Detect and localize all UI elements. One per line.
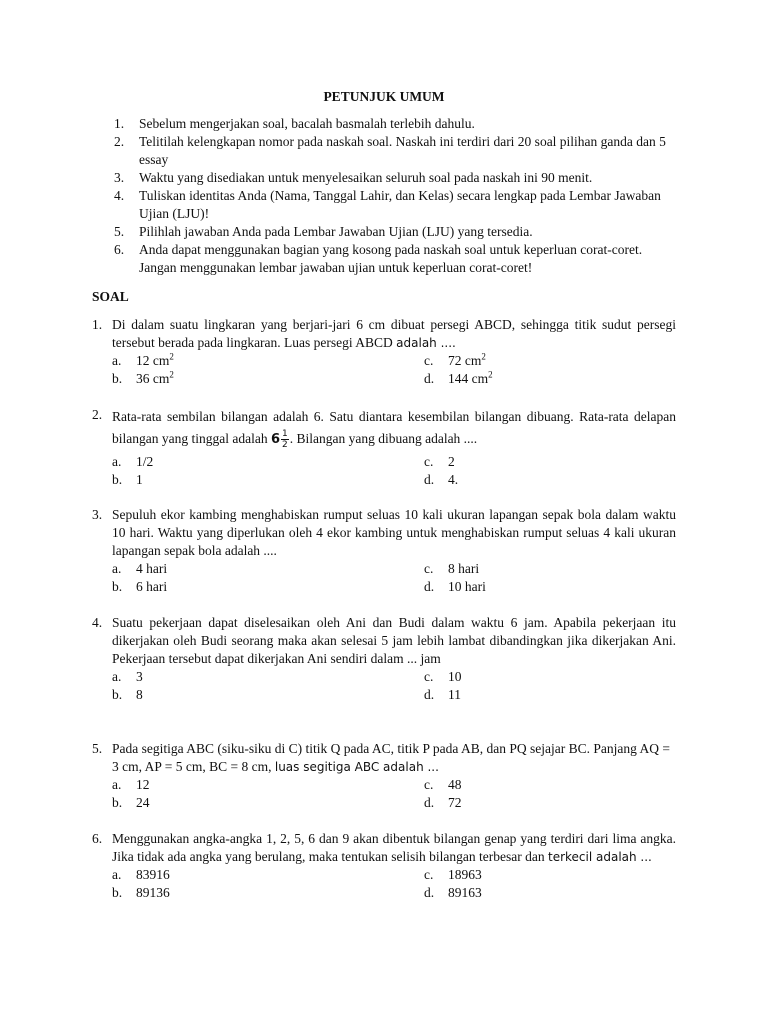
- instruction-item: [114, 241, 676, 277]
- instruction-text: Anda dapat menggunakan bagian yang kosong pada naskah soal untuk keperluan corat-coret. Jangan menggunakan lembar jawaban ujian untuk keperluan corat-coret!: [139, 242, 643, 275]
- question-stem: [92, 316, 676, 352]
- question-5: [92, 740, 676, 812]
- question-2: [92, 406, 676, 489]
- question-text: Pada segitiga ABC (siku-siku di C) titik Q pada AC, titik P pada AB, dan PQ sejajar BC. Panjang AQ = 3 cm, AP = 5 cm, BC = 8 cm, luas segitiga ABC adalah ...: [112, 741, 670, 774]
- options-grid: [112, 668, 676, 704]
- question-6: [92, 830, 676, 902]
- option-c[interactable]: c. 48: [424, 777, 462, 792]
- instruction-item: [114, 223, 676, 241]
- question-3: [92, 506, 676, 596]
- option-d[interactable]: d. 72: [424, 795, 462, 810]
- options-grid: [112, 866, 676, 902]
- instruction-text: Tuliskan identitas Anda (Nama, Tanggal Lahir, dan Kelas) secara lengkap pada Lembar Jawaban Ujian (LJU)!: [139, 188, 661, 221]
- question-text-tail: terkecil adalah ...: [547, 850, 652, 864]
- instruction-text: Pilihlah jawaban Anda pada Lembar Jawaban Ujian (LJU) yang tersedia.: [139, 224, 533, 239]
- question-text: Di dalam suatu lingkaran yang berjari-jari 6 cm dibuat persegi ABCD, sehingga titik sudut persegi tersebut berada pada lingkaran. Luas persegi ABCD adalah ....: [112, 317, 676, 350]
- instruction-item: [114, 133, 676, 169]
- option-b[interactable]: b. 1: [112, 472, 143, 487]
- question-number: 6.: [92, 831, 103, 846]
- instruction-number: 2.: [114, 134, 125, 149]
- question-text: Rata-rata sembilan bilangan adalah 6. Satu diantara kesembilan bilangan dibuang. Rata-rata delapan bilangan yang tinggal adalah 6 $\frac{1}{2}$ . Bilangan yang dibuang adalah ....: [112, 409, 676, 451]
- instruction-text: Waktu yang disediakan untuk menyelesaikan seluruh soal pada naskah ini 90 menit.: [139, 170, 593, 185]
- question-text-tail: luas segitiga ABC adalah ...: [274, 760, 439, 774]
- option-c[interactable]: c. 18963: [424, 867, 482, 882]
- option-d[interactable]: d. 4.: [424, 472, 459, 487]
- option-b[interactable]: b. 36 $cm^2$: [112, 369, 174, 386]
- option-c[interactable]: c. 2: [424, 454, 455, 469]
- instruction-item: [114, 169, 676, 187]
- question-stem: [92, 740, 676, 776]
- instruction-item: [114, 115, 676, 133]
- question-stem: [92, 830, 676, 866]
- question-1: [92, 316, 676, 388]
- option-a[interactable]: a. 12: [112, 777, 150, 792]
- instruction-text: Telitilah kelengkapan nomor pada naskah soal. Naskah ini terdiri dari 20 soal pilihan ganda dan 5 essay: [139, 134, 666, 167]
- question-number: 1.: [92, 317, 103, 332]
- options-grid: [112, 453, 676, 489]
- instruction-number: 5.: [114, 224, 125, 239]
- option-c[interactable]: c. 10: [424, 669, 462, 684]
- question-number: 4.: [92, 615, 103, 630]
- option-a[interactable]: a. 1/2: [112, 454, 154, 469]
- option-b[interactable]: b. 8: [112, 687, 143, 702]
- question-text: Menggunakan angka-angka 1, 2, 5, 6 dan 9 akan dibentuk bilangan genap yang terdiri dari lima angka. Jika tidak ada angka yang berulang, maka tentukan selisih bilangan terbesar dan terkecil adalah ...: [112, 831, 676, 864]
- option-b[interactable]: b. 89136: [112, 885, 170, 900]
- option-d[interactable]: d. 144 $cm^2$: [424, 369, 493, 386]
- option-a[interactable]: a. 12 $cm^2$: [112, 351, 174, 368]
- instruction-number: 3.: [114, 170, 125, 185]
- option-c[interactable]: c. 8 hari: [424, 561, 480, 576]
- option-d[interactable]: d. 89163: [424, 885, 482, 900]
- option-d[interactable]: d. 10 hari: [424, 579, 486, 594]
- question-stem: [92, 406, 676, 451]
- option-a[interactable]: a. 3: [112, 669, 143, 684]
- instruction-text: Sebelum mengerjakan soal, bacalah basmalah terlebih dahulu.: [139, 116, 475, 131]
- option-d[interactable]: d. 11: [424, 687, 461, 702]
- question-text: Suatu pekerjaan dapat diselesaikan oleh Ani dan Budi dalam waktu 6 jam. Apabila pekerjaan itu dikerjakan oleh Budi seorang maka akan selesai 5 jam lebih lambat dibandingkan jika dikerjakan Ani. Pekerjaan tersebut dapat dikerjakan Ani sendiri dalam ... jam: [112, 615, 676, 666]
- instruction-number: 4.: [114, 188, 125, 203]
- instructions-list: [114, 115, 676, 277]
- question-stem: [92, 614, 676, 668]
- question-number: 2.: [92, 407, 103, 422]
- option-b[interactable]: b. 6 hari: [112, 579, 168, 594]
- options-grid: [112, 776, 676, 812]
- question-4: [92, 614, 676, 704]
- fraction: $\frac{1}{2}$: [282, 429, 288, 451]
- option-c[interactable]: c. 72 $cm^2$: [424, 351, 486, 368]
- mixed-number-whole: 6: [270, 432, 280, 447]
- instruction-number: 6.: [114, 242, 125, 257]
- instruction-number: 1.: [114, 116, 125, 131]
- instruction-item: [114, 187, 676, 223]
- page-title: PETUNJUK UMUM: [323, 89, 445, 104]
- options-grid: [112, 352, 676, 388]
- question-stem: [92, 506, 676, 560]
- question-text-tail: adalah ....: [396, 336, 456, 350]
- option-a[interactable]: a. 83916: [112, 867, 170, 882]
- options-grid: [112, 560, 676, 596]
- option-a[interactable]: a. 4 hari: [112, 561, 168, 576]
- option-b[interactable]: b. 24: [112, 795, 150, 810]
- soal-heading: SOAL: [92, 289, 129, 304]
- question-number: 5.: [92, 741, 103, 756]
- question-text: Sepuluh ekor kambing menghabiskan rumput seluas 10 kali ukuran lapangan sepak bola dalam waktu 10 hari. Waktu yang diperlukan oleh 4 ekor kambing untuk menghabiskan rumput seluas 4 kali ukuran lapangan sepak bola adalah ....: [112, 507, 676, 558]
- question-number: 3.: [92, 507, 103, 522]
